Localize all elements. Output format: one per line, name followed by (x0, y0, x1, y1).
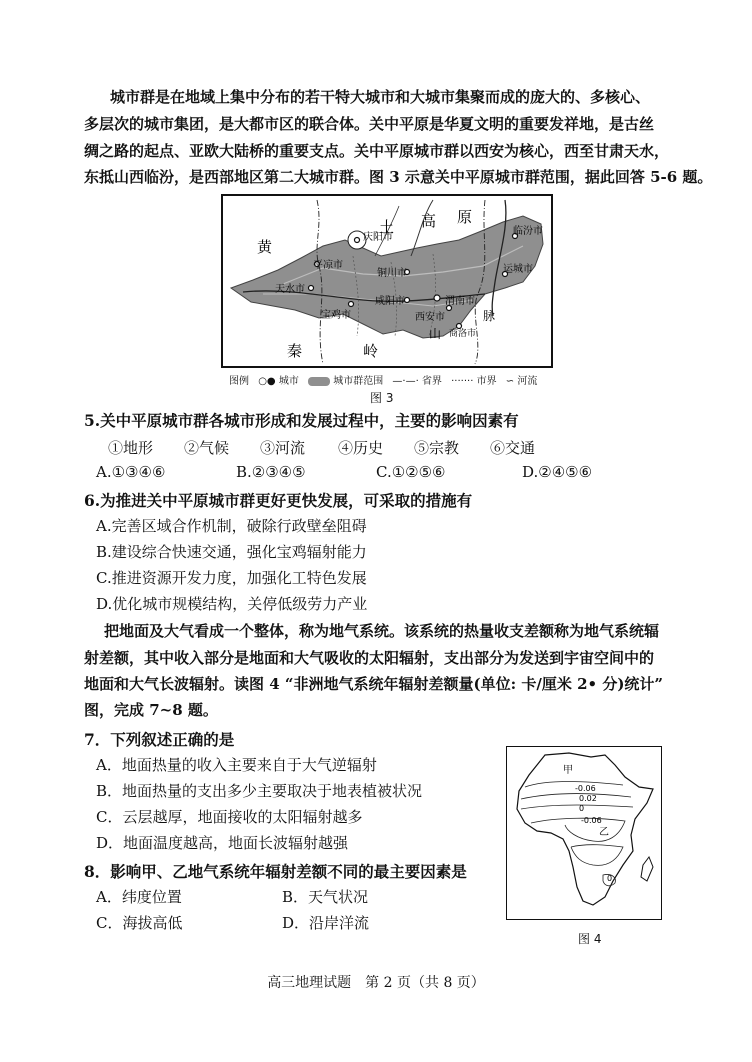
contour-label-2: 0.02 (579, 794, 597, 803)
q5-option-a[interactable]: A.①③④⑥ (96, 463, 166, 481)
figure4-map (506, 746, 662, 920)
intro2-line-1: 把地面及大气看成一个整体，称为地气系统。该系统的热量收支差额称为地气系统辐 (104, 622, 660, 640)
label-yi: 乙 (599, 827, 609, 838)
q6-stem: 6.为推进关中平原城市群更好更快发展，可采取的措施有 (84, 491, 473, 510)
legend-city: 城市 (278, 376, 299, 387)
q5-factor-5: ⑤宗教 (414, 439, 460, 457)
contour-label-1: -0.06 (575, 784, 596, 793)
q7-stem: 7．下列叙述正确的是 (84, 730, 235, 749)
q6-option-c[interactable]: C.推进资源开发力度，加强化工特色发展 (96, 569, 367, 587)
city-tianshui: 天水市 (275, 284, 305, 295)
legend-river: 河流 (517, 376, 538, 387)
page-footer: 高三地理试题 第 2 页（共 8 页） (267, 975, 485, 991)
legend-cityline-icon: ······· (451, 376, 474, 387)
figure4-caption: 图 4 (578, 932, 602, 946)
q6-option-d[interactable]: D.优化城市规模结构，关停低级劳力产业 (96, 595, 368, 613)
figure3-map (221, 194, 553, 368)
intro1-line-3: 绸之路的起点、亚欧大陆桥的重要支点。关中平原城市群以西安为核心，西至甘肃天水， (84, 142, 670, 160)
intro2-line-4: 图，完成 7~8 题。 (84, 701, 218, 719)
q8-stem: 8．影响甲、乙地气系统年辐射差额不同的最主要因素是 (84, 862, 467, 881)
label-yuan: 原 (457, 208, 473, 226)
intro2-line-2: 射差额，其中收入部分是地面和大气吸收的太阳辐射，支出部分为发送到宇宙空间中的 (84, 649, 655, 667)
q7-option-d[interactable]: D．地面温度越高，地面长波辐射越强 (96, 834, 349, 852)
label-huang: 黄 (257, 238, 273, 256)
city-tongchuan: 铜川市 (377, 268, 407, 279)
contour-label-5: 0 (607, 874, 613, 883)
q8-option-c[interactable]: C．海拔高低 (96, 914, 183, 932)
contour-label-4: -0.06 (581, 816, 602, 825)
city-weinan: 渭南市 (445, 296, 475, 307)
intro2-line-3: 地面和大气长波辐射。读图 4 “非洲地气系统年辐射差额量(单位: 卡/厘米 2• 分)统计” (84, 675, 664, 693)
legend-province: 省界 (421, 376, 442, 387)
q5-stem: 5.关中平原城市群各城市形成和发展过程中，主要的影响因素有 (84, 411, 519, 430)
intro1-line-2: 多层次的城市集团，是大都市区的联合体。关中平原是华夏文明的重要发祥地，是古丝 (84, 115, 655, 133)
label-ling: 岭 (363, 342, 379, 360)
q7-option-c[interactable]: C．云层越厚，地面接收的太阳辐射越多 (96, 808, 363, 826)
q5-option-b[interactable]: B.②③④⑤ (236, 463, 306, 481)
q8-option-a[interactable]: A．纬度位置 (96, 888, 182, 906)
q5-factor-1: ①地形 (108, 439, 154, 457)
city-qingyang: 庆阳市 (363, 232, 393, 243)
q5-option-d[interactable]: D.②④⑤⑥ (522, 463, 593, 481)
legend-province-icon: —·—· (392, 376, 419, 387)
legend-cityline: 市界 (476, 376, 497, 387)
q5-option-c[interactable]: C.①②⑤⑥ (376, 463, 446, 481)
q6-option-b[interactable]: B.建设综合快速交通，强化宝鸡辐射能力 (96, 543, 367, 561)
q7-option-b[interactable]: B．地面热量的支出多少主要取决于地表植被状况 (96, 782, 423, 800)
legend-city-icon: ○● (258, 376, 276, 387)
figure3-map-svg (223, 196, 551, 366)
q5-factor-3: ③河流 (260, 439, 306, 457)
legend-range-icon (308, 377, 330, 386)
figure3-caption: 图 3 (370, 391, 394, 405)
label-tu: 土 (379, 218, 395, 236)
city-xian: 西安市 (415, 312, 445, 323)
label-mai: 脉 (483, 309, 496, 323)
contour-label-3: 0 (579, 804, 585, 813)
q8-option-d[interactable]: D．沿岸洋流 (282, 914, 370, 932)
africa-outline (517, 753, 653, 905)
q5-factor-2: ②气候 (184, 439, 230, 457)
q8-option-b[interactable]: B．天气状况 (282, 888, 369, 906)
label-shan: 山 (429, 327, 442, 341)
city-baoji: 宝鸡市 (321, 310, 351, 321)
intro1-line-1: 城市群是在地域上集中分布的若干特大城市和大城市集聚而成的庞大的、多核心、 (110, 88, 651, 106)
figure3-legend (229, 372, 537, 387)
city-pingliang: 平凉市 (313, 260, 343, 271)
q7-option-a[interactable]: A．地面热量的收入主要来自于大气逆辐射 (96, 756, 377, 774)
figure4-map-svg (507, 747, 660, 918)
city-linfen: 临汾市 (513, 226, 543, 237)
legend-title: 图例 (229, 376, 249, 387)
label-gao: 高 (421, 212, 437, 230)
city-shangluo: 商洛市 (449, 329, 477, 339)
intro1-line-4: 东抵山西临汾，是西部地区第二大城市群。图 3 示意关中平原城市群范围，据此回答 5-6 题。 (84, 168, 713, 186)
label-qin: 秦 (287, 342, 303, 360)
label-jia: 甲 (563, 765, 573, 776)
legend-range: 城市群范围 (333, 376, 384, 387)
city-yuncheng: 运城市 (503, 264, 533, 275)
legend-river-icon: ∽ (505, 376, 515, 387)
q6-option-a[interactable]: A.完善区域合作机制，破除行政壁垒阻碍 (96, 517, 367, 535)
city-xianyang: 咸阳市 (375, 296, 405, 307)
q5-factor-6: ⑥交通 (490, 439, 536, 457)
q5-factor-4: ④历史 (338, 439, 384, 457)
